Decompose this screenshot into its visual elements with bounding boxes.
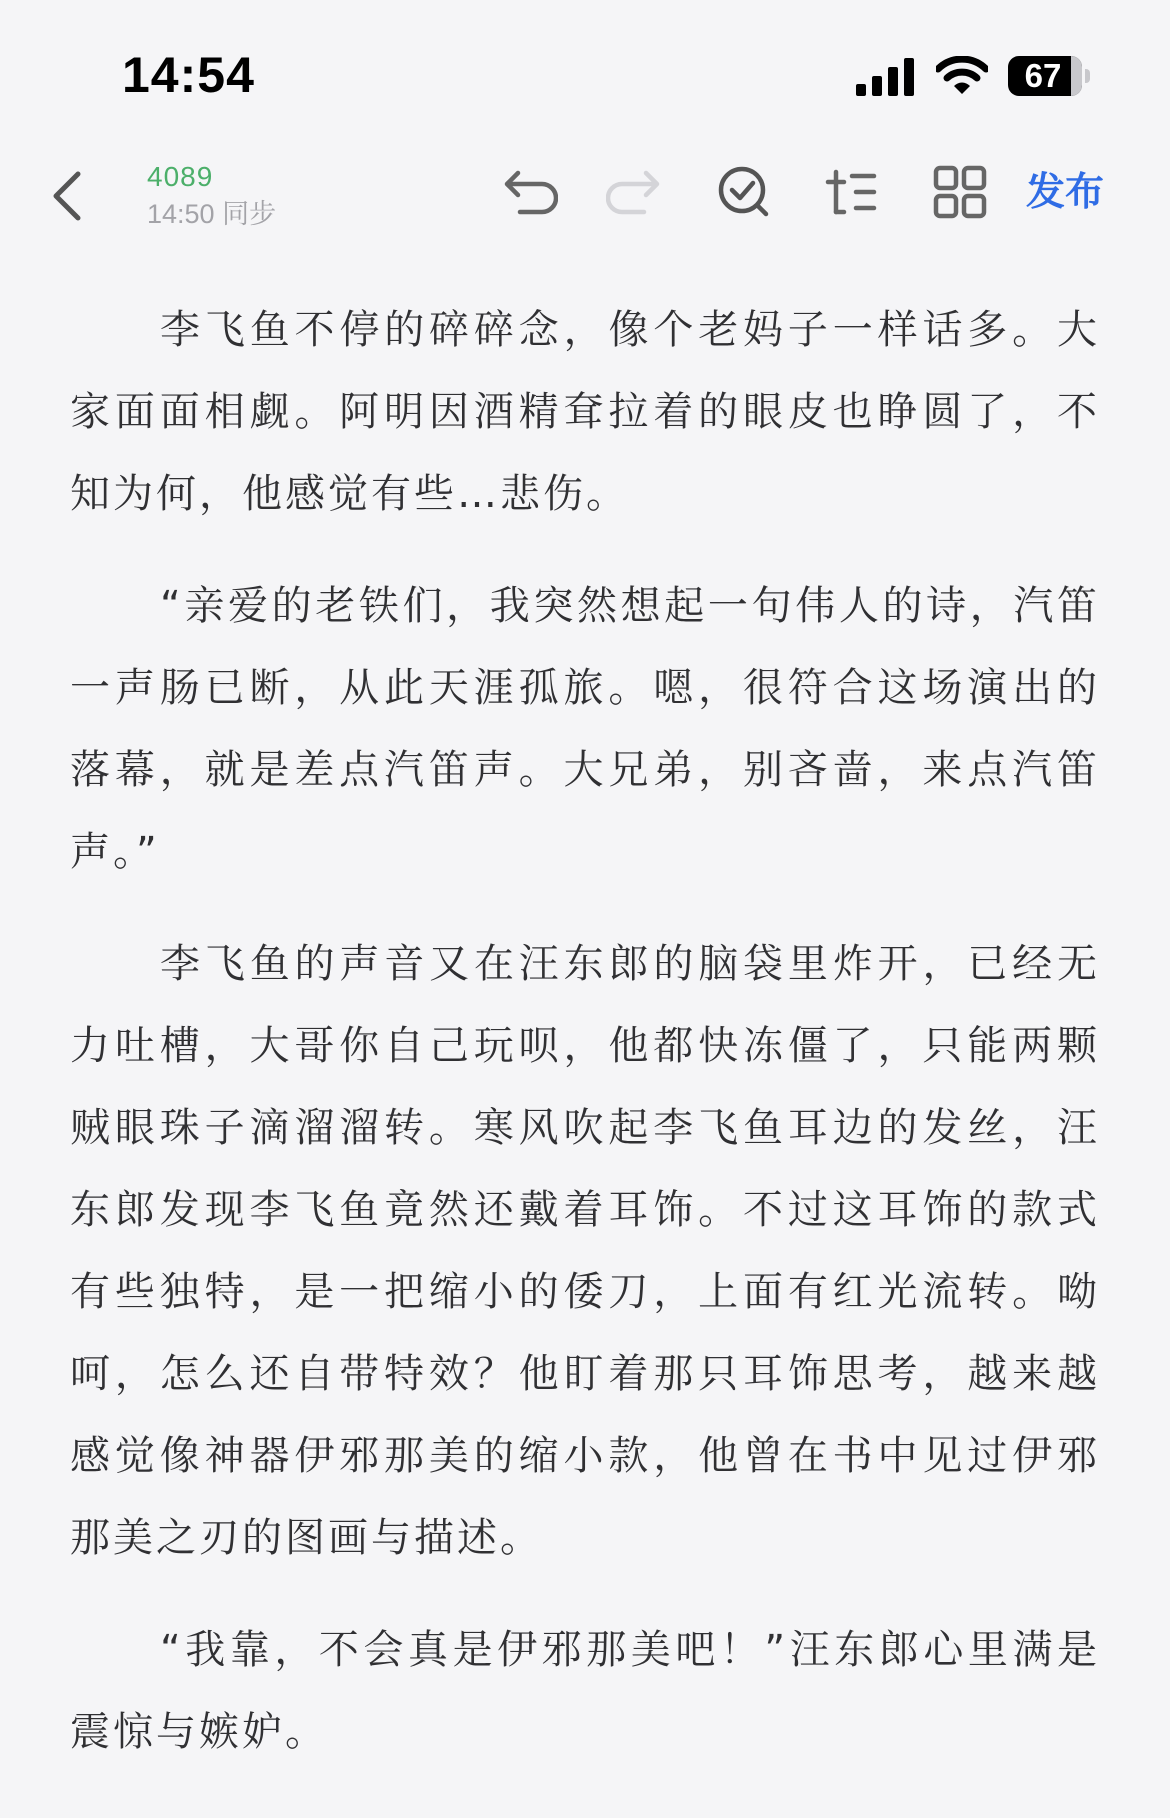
wifi-icon: [936, 56, 988, 96]
paragraph[interactable]: “亲爱的老铁们，我突然想起一句伟人的诗，汽笛一声肠已断，从此天涯孤旅。嗯，很符合这场演出的落幕，就是差点汽笛声。大兄弟，别吝啬，来点汽笛声。”: [70, 583, 1100, 875]
word-count: 4089: [147, 161, 214, 192]
status-time: 14:54: [122, 47, 255, 103]
publish-button[interactable]: 发布: [1026, 170, 1105, 215]
status-bar: [0, 0, 1170, 150]
battery-level: 67: [1024, 57, 1062, 94]
paragraph[interactable]: 李飞鱼不停的碎碎念，像个老妈子一样话多。大家面面相觑。阿明因酒精耷拉着的眼皮也睁圆了，不知为何，他感觉有些…悲伤。: [70, 307, 1100, 517]
paragraph[interactable]: 李飞鱼的声音又在汪东郎的脑袋里炸开，已经无力吐槽，大哥你自己玩呗，他都快冻僵了，只能两颗贼眼珠子滴溜溜转。寒风吹起李飞鱼耳边的发丝，汪东郎发现李飞鱼竟然还戴着耳饰。不过这耳饰的款式有些独特，是一把缩小的倭刀，上面有红光流转。呦呵，怎么还自带特效？他盯着那只耳饰思考，越来越感觉像神器伊邪那美的缩小款，他曾在书中见过伊邪那美之刃的图画与描述。: [70, 941, 1100, 1561]
back-arrow-icon[interactable]: [40, 160, 100, 230]
battery-icon: [1008, 56, 1092, 96]
sync-status: 14:50 同步: [147, 199, 277, 229]
document-info: [147, 160, 276, 234]
outline-icon[interactable]: [822, 162, 882, 222]
check-icon[interactable]: [714, 162, 774, 222]
signal-icon: [856, 58, 914, 96]
editor-toolbar: [0, 150, 1170, 250]
undo-icon[interactable]: [498, 162, 558, 222]
grid-icon[interactable]: [930, 162, 990, 222]
paragraph[interactable]: “我靠，不会真是伊邪那美吧！”汪东郎心里满是震惊与嫉妒。: [70, 1627, 1100, 1755]
redo-icon[interactable]: [606, 162, 666, 222]
document-body[interactable]: [70, 289, 1100, 1803]
